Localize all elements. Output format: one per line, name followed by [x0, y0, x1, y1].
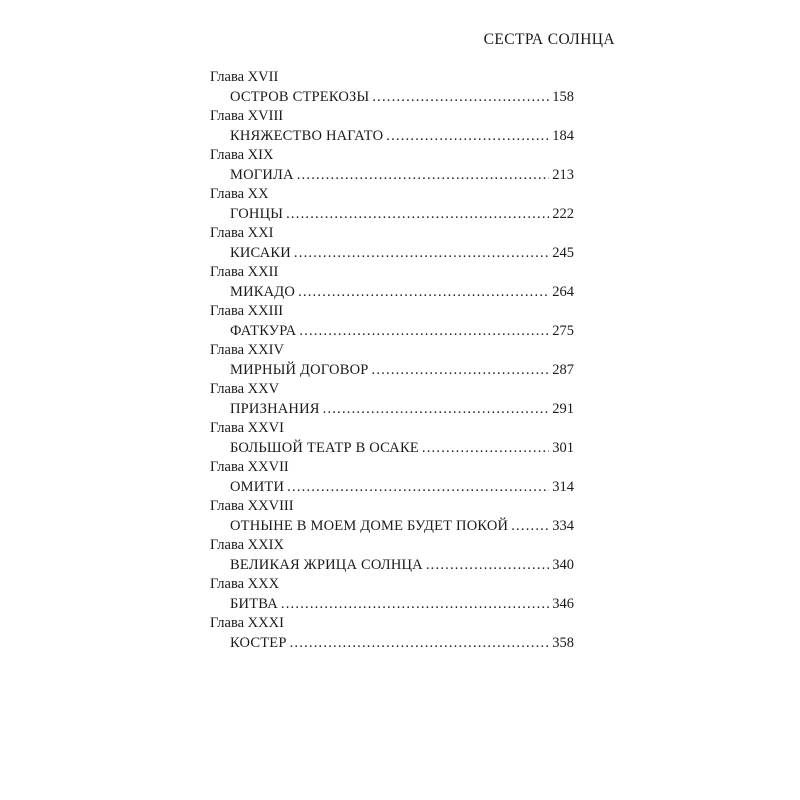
page-number: 291 [552, 401, 574, 417]
toc-title-row [230, 633, 574, 653]
toc-title-row [230, 87, 574, 107]
chapter-label: Глава XXII [210, 264, 279, 280]
page-number: 340 [552, 557, 574, 573]
chapter-title: КНЯЖЕСТВО НАГАТО [230, 128, 384, 144]
toc-entry [210, 302, 574, 341]
dot-leader [422, 438, 549, 458]
chapter-label: Глава XXIV [210, 342, 284, 358]
chapter-label: Глава XXXI [210, 615, 284, 631]
toc-title-row [230, 399, 574, 419]
dot-leader [511, 516, 549, 536]
page-number: 213 [552, 167, 574, 183]
chapter-label: Глава XXIII [210, 303, 284, 319]
page-number: 314 [552, 479, 574, 495]
page-number: 334 [552, 518, 574, 534]
table-of-contents [210, 68, 574, 653]
toc-title-row [230, 438, 574, 458]
dot-leader [323, 399, 550, 419]
toc-entry [210, 575, 574, 614]
page-number: 346 [552, 596, 574, 612]
toc-title-row [230, 516, 574, 536]
running-header: СЕСТРА СОЛНЦА [483, 31, 615, 48]
chapter-title: ГОНЦЫ [230, 206, 284, 222]
chapter-title: МИКАДО [230, 284, 296, 300]
dot-leader [298, 282, 549, 302]
chapter-title: КОСТЕР [230, 635, 287, 651]
page-number: 358 [552, 635, 574, 651]
toc-entry [210, 614, 574, 653]
toc-entry [210, 107, 574, 146]
chapter-label: Глава XVIII [210, 108, 284, 124]
toc-title-row [230, 243, 574, 263]
toc-title-row [230, 165, 574, 185]
page-number: 245 [552, 245, 574, 261]
toc-title-row [230, 321, 574, 341]
dot-leader [426, 555, 549, 575]
dot-leader [290, 633, 550, 653]
chapter-title: ОСТРОВ СТРЕКОЗЫ [230, 89, 370, 105]
toc-entry [210, 536, 574, 575]
chapter-label: Глава XXX [210, 576, 280, 592]
toc-title-row [230, 360, 574, 380]
page-number: 301 [552, 440, 574, 456]
chapter-label: Глава XX [210, 186, 269, 202]
toc-entry [210, 185, 574, 224]
toc-entry [210, 68, 574, 107]
toc-entry [210, 497, 574, 536]
chapter-label: Глава XXIX [210, 537, 284, 553]
page-number: 158 [552, 89, 574, 105]
dot-leader [372, 360, 550, 380]
chapter-label: Глава XXI [210, 225, 274, 241]
chapter-label: Глава XXV [210, 381, 280, 397]
toc-entry [210, 224, 574, 263]
page-number: 264 [552, 284, 574, 300]
chapter-title: МОГИЛА [230, 167, 294, 183]
chapter-title: ФАТКУРА [230, 323, 297, 339]
dot-leader [294, 243, 549, 263]
dot-leader [372, 87, 549, 107]
toc-entry [210, 263, 574, 302]
toc-entry [210, 419, 574, 458]
chapter-title: ОТНЫНЕ В МОЕМ ДОМЕ БУДЕТ ПОКОЙ [230, 518, 509, 534]
dot-leader [299, 321, 549, 341]
toc-entry [210, 458, 574, 497]
toc-title-row [230, 204, 574, 224]
toc-title-row [230, 477, 574, 497]
page-number: 275 [552, 323, 574, 339]
chapter-label: Глава XVII [210, 69, 279, 85]
chapter-label: Глава XIX [210, 147, 274, 163]
toc-title-row [230, 282, 574, 302]
page-number: 184 [552, 128, 574, 144]
toc-title-row [230, 126, 574, 146]
chapter-label: Глава XXVIII [210, 498, 294, 514]
toc-title-row [230, 555, 574, 575]
chapter-label: Глава XXVI [210, 420, 284, 436]
toc-entry [210, 380, 574, 419]
dot-leader [386, 126, 549, 146]
chapter-title: ВЕЛИКАЯ ЖРИЦА СОЛНЦА [230, 557, 423, 573]
toc-title-row [230, 594, 574, 614]
chapter-title: КИСАКИ [230, 245, 291, 261]
chapter-title: БИТВА [230, 596, 278, 612]
toc-entry [210, 341, 574, 380]
page-number: 222 [552, 206, 574, 222]
page-number: 287 [552, 362, 574, 378]
chapter-title: ПРИЗНАНИЯ [230, 401, 320, 417]
chapter-label: Глава XXVII [210, 459, 289, 475]
chapter-title: МИРНЫЙ ДОГОВОР [230, 362, 369, 378]
dot-leader [297, 165, 550, 185]
dot-leader [281, 594, 549, 614]
chapter-title: ОМИТИ [230, 479, 285, 495]
toc-entry [210, 146, 574, 185]
chapter-title: БОЛЬШОЙ ТЕАТР В ОСАКЕ [230, 440, 419, 456]
dot-leader [287, 477, 549, 497]
dot-leader [286, 204, 549, 224]
